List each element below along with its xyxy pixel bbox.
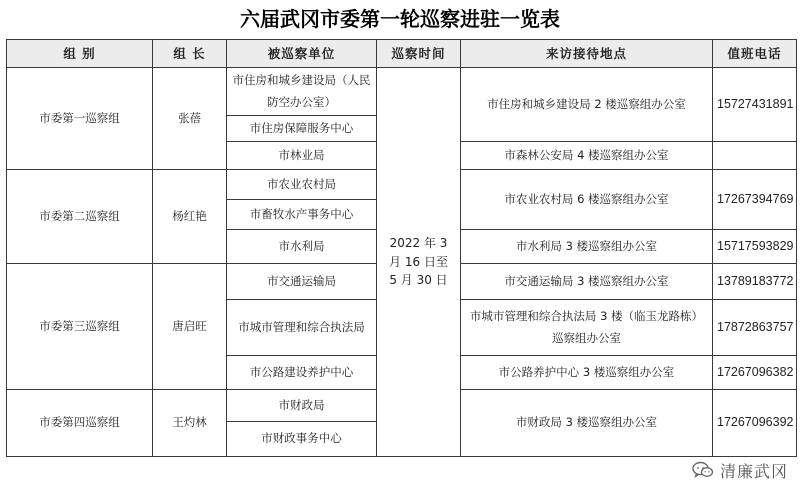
inspection-period: 2022 年 3 月 16 日至 5 月 30 日 (377, 68, 461, 457)
watermark (692, 459, 788, 481)
duty-phone: 15727431891 (713, 68, 797, 142)
inspected-unit: 市水利局 (227, 230, 377, 264)
inspected-unit: 市林业局 (227, 142, 377, 170)
group-leader: 王灼林 (153, 390, 227, 457)
reception-location: 市森林公安局 4 楼巡察组办公室 (461, 142, 713, 170)
duty-phone: 17267096382 (713, 356, 797, 390)
header-period: 巡察时间 (377, 40, 461, 68)
header-unit: 被巡察单位 (227, 40, 377, 68)
inspected-unit: 市农业农村局 (227, 170, 377, 200)
watermark-text: 清廉武冈 (719, 461, 788, 481)
header-group: 组 别 (7, 40, 153, 68)
table-row (7, 68, 797, 116)
group-name: 市委第三巡察组 (7, 264, 153, 390)
reception-location: 市农业农村局 6 楼巡察组办公室 (461, 170, 713, 230)
reception-location: 市城市管理和综合执法局 3 楼（临玉龙路栋）巡察组办公室 (461, 300, 713, 356)
header-leader: 组 长 (153, 40, 227, 68)
group-leader: 唐启旺 (153, 264, 227, 390)
reception-location: 市财政局 3 楼巡察组办公室 (461, 390, 713, 457)
group-leader: 张蓓 (153, 68, 227, 170)
group-name: 市委第一巡察组 (7, 68, 153, 170)
table-header-row (7, 40, 797, 68)
reception-location: 市水利局 3 楼巡察组办公室 (461, 230, 713, 264)
group-leader: 杨红艳 (153, 170, 227, 264)
wechat-icon (692, 461, 714, 479)
duty-phone: 17872863757 (713, 300, 797, 356)
header-phone: 值班电话 (713, 40, 797, 68)
inspected-unit: 市财政局 (227, 390, 377, 422)
inspected-unit: 市交通运输局 (227, 264, 377, 300)
duty-phone (713, 142, 797, 170)
page-title: 六届武冈市委第一轮巡察进驻一览表 (240, 7, 560, 31)
inspected-unit: 市公路建设养护中心 (227, 356, 377, 390)
reception-location: 市交通运输局 3 楼巡察组办公室 (461, 264, 713, 300)
duty-phone: 15717593829 (713, 230, 797, 264)
inspection-table (6, 39, 797, 457)
group-name: 市委第四巡察组 (7, 390, 153, 457)
group-name: 市委第二巡察组 (7, 170, 153, 264)
inspected-unit: 市财政事务中心 (227, 422, 377, 457)
duty-phone: 13789183772 (713, 264, 797, 300)
inspected-unit: 市畜牧水产事务中心 (227, 200, 377, 230)
duty-phone: 17267096392 (713, 390, 797, 457)
duty-phone: 17267394769 (713, 170, 797, 230)
inspected-unit: 市住房和城乡建设局（人民防空办公室） (227, 68, 377, 116)
inspected-unit: 市城市管理和综合执法局 (227, 300, 377, 356)
reception-location: 市住房和城乡建设局 2 楼巡察组办公室 (461, 68, 713, 142)
header-location: 来访接待地点 (461, 40, 713, 68)
inspected-unit: 市住房保障服务中心 (227, 116, 377, 142)
reception-location: 市公路养护中心 3 楼巡察组办公室 (461, 356, 713, 390)
